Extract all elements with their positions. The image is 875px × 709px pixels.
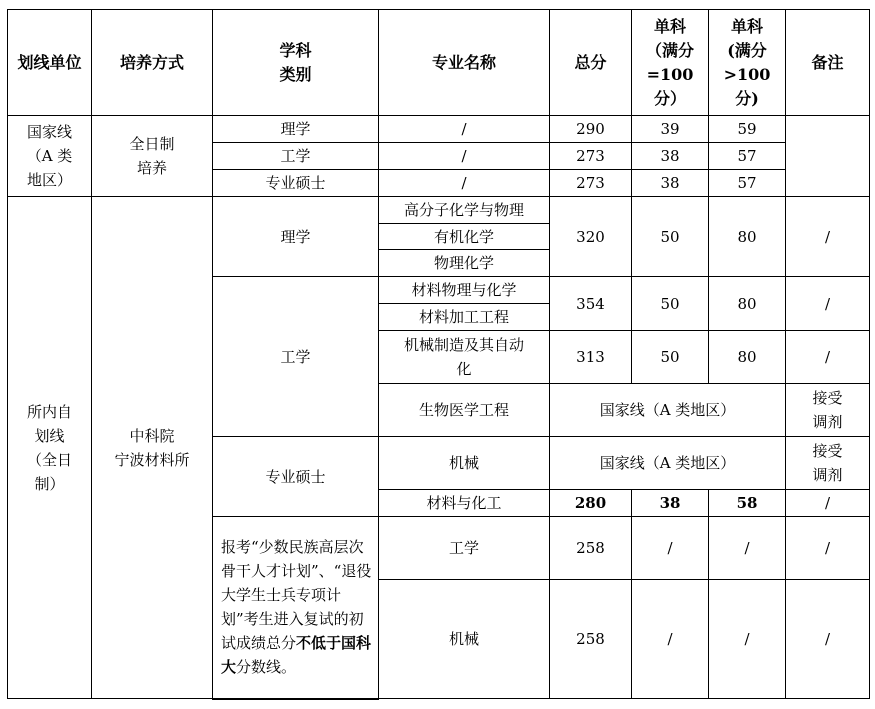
national-line-cell: 国家线（A 类地区） (550, 384, 786, 437)
single100-cell: 38 (632, 143, 709, 170)
category-cell: 理学 (213, 116, 379, 143)
total-cell: 313 (550, 331, 632, 384)
singlegt100-cell: 58 (709, 490, 786, 517)
special-program-note (213, 517, 379, 699)
singlegt100-cell: 57 (709, 170, 786, 197)
major-cell: / (379, 170, 550, 197)
national-mode-cell: 全日制 培养 (92, 116, 213, 197)
category-cell: 专业硕士 (213, 170, 379, 197)
header-remark: 备注 (786, 10, 870, 116)
singlegt100-cell: 80 (709, 197, 786, 277)
major-cell: 生物医学工程 (379, 384, 550, 437)
total-cell: 280 (550, 490, 632, 517)
remark-cell: 接受 调剂 (786, 437, 870, 490)
table-row (8, 116, 870, 143)
remark-cell: / (786, 331, 870, 384)
category-cell: 工学 (213, 143, 379, 170)
major-cell: 材料加工工程 (379, 304, 550, 331)
single100-cell: 38 (632, 170, 709, 197)
remark-cell: / (786, 490, 870, 517)
remark-cell: / (786, 517, 870, 580)
header-single-100: 单科 （满分 =100 分） (632, 10, 709, 116)
table-row (8, 197, 870, 224)
remark-cell: / (786, 197, 870, 277)
total-cell: 258 (550, 580, 632, 699)
category-cell: 专业硕士 (213, 437, 379, 517)
total-cell: 290 (550, 116, 632, 143)
score-table (7, 9, 870, 700)
major-cell: 有机化学 (379, 224, 550, 250)
header-unit: 划线单位 (8, 10, 92, 116)
remark-cell: 接受 调剂 (786, 384, 870, 437)
major-cell: 物理化学 (379, 250, 550, 277)
major-cell: / (379, 143, 550, 170)
header-major: 专业名称 (379, 10, 550, 116)
major-cell: / (379, 116, 550, 143)
institute-mode-cell: 中科院 宁波材料所 (92, 197, 213, 699)
header-mode: 培养方式 (92, 10, 213, 116)
total-cell: 273 (550, 170, 632, 197)
single100-cell: 38 (632, 490, 709, 517)
major-cell: 机械 (379, 580, 550, 699)
note-bold-text: 不低于国科大 (221, 634, 372, 677)
major-cell: 工学 (379, 517, 550, 580)
major-cell: 材料与化工 (379, 490, 550, 517)
major-cell: 高分子化学与物理 (379, 197, 550, 224)
institute-unit-cell: 所内自 划线 （全日 制） (8, 197, 92, 699)
national-line-cell: 国家线（A 类地区） (550, 437, 786, 490)
header-row (8, 10, 870, 116)
singlegt100-cell: / (709, 517, 786, 580)
singlegt100-cell: 59 (709, 116, 786, 143)
total-cell: 320 (550, 197, 632, 277)
singlegt100-cell: 57 (709, 143, 786, 170)
remark-cell: / (786, 277, 870, 331)
singlegt100-cell: 80 (709, 277, 786, 331)
header-single-gt100: 单科 (满分 >100 分) (709, 10, 786, 116)
category-cell: 工学 (213, 277, 379, 437)
total-cell: 258 (550, 517, 632, 580)
single100-cell: 50 (632, 277, 709, 331)
category-cell: 理学 (213, 197, 379, 277)
major-cell: 材料物理与化学 (379, 277, 550, 304)
single100-cell: 50 (632, 197, 709, 277)
single100-cell: / (632, 517, 709, 580)
single100-cell: 50 (632, 331, 709, 384)
singlegt100-cell: 80 (709, 331, 786, 384)
header-category: 学科 类别 (213, 10, 379, 116)
singlegt100-cell: / (709, 580, 786, 699)
note-tail-text: 分数线。 (236, 658, 297, 677)
note-text: 报考“少数民族高层次骨干人才计划”、“退役大学生士兵专项计划”考生进入复试的初试成绩总分 (221, 538, 372, 653)
remark-cell (786, 116, 870, 197)
major-cell: 机械制造及其自动 化 (379, 331, 550, 384)
total-cell: 354 (550, 277, 632, 331)
national-unit-cell: 国家线 （A 类 地区） (8, 116, 92, 197)
total-cell: 273 (550, 143, 632, 170)
header-total: 总分 (550, 10, 632, 116)
single100-cell: 39 (632, 116, 709, 143)
major-cell: 机械 (379, 437, 550, 490)
remark-cell: / (786, 580, 870, 699)
single100-cell: / (632, 580, 709, 699)
